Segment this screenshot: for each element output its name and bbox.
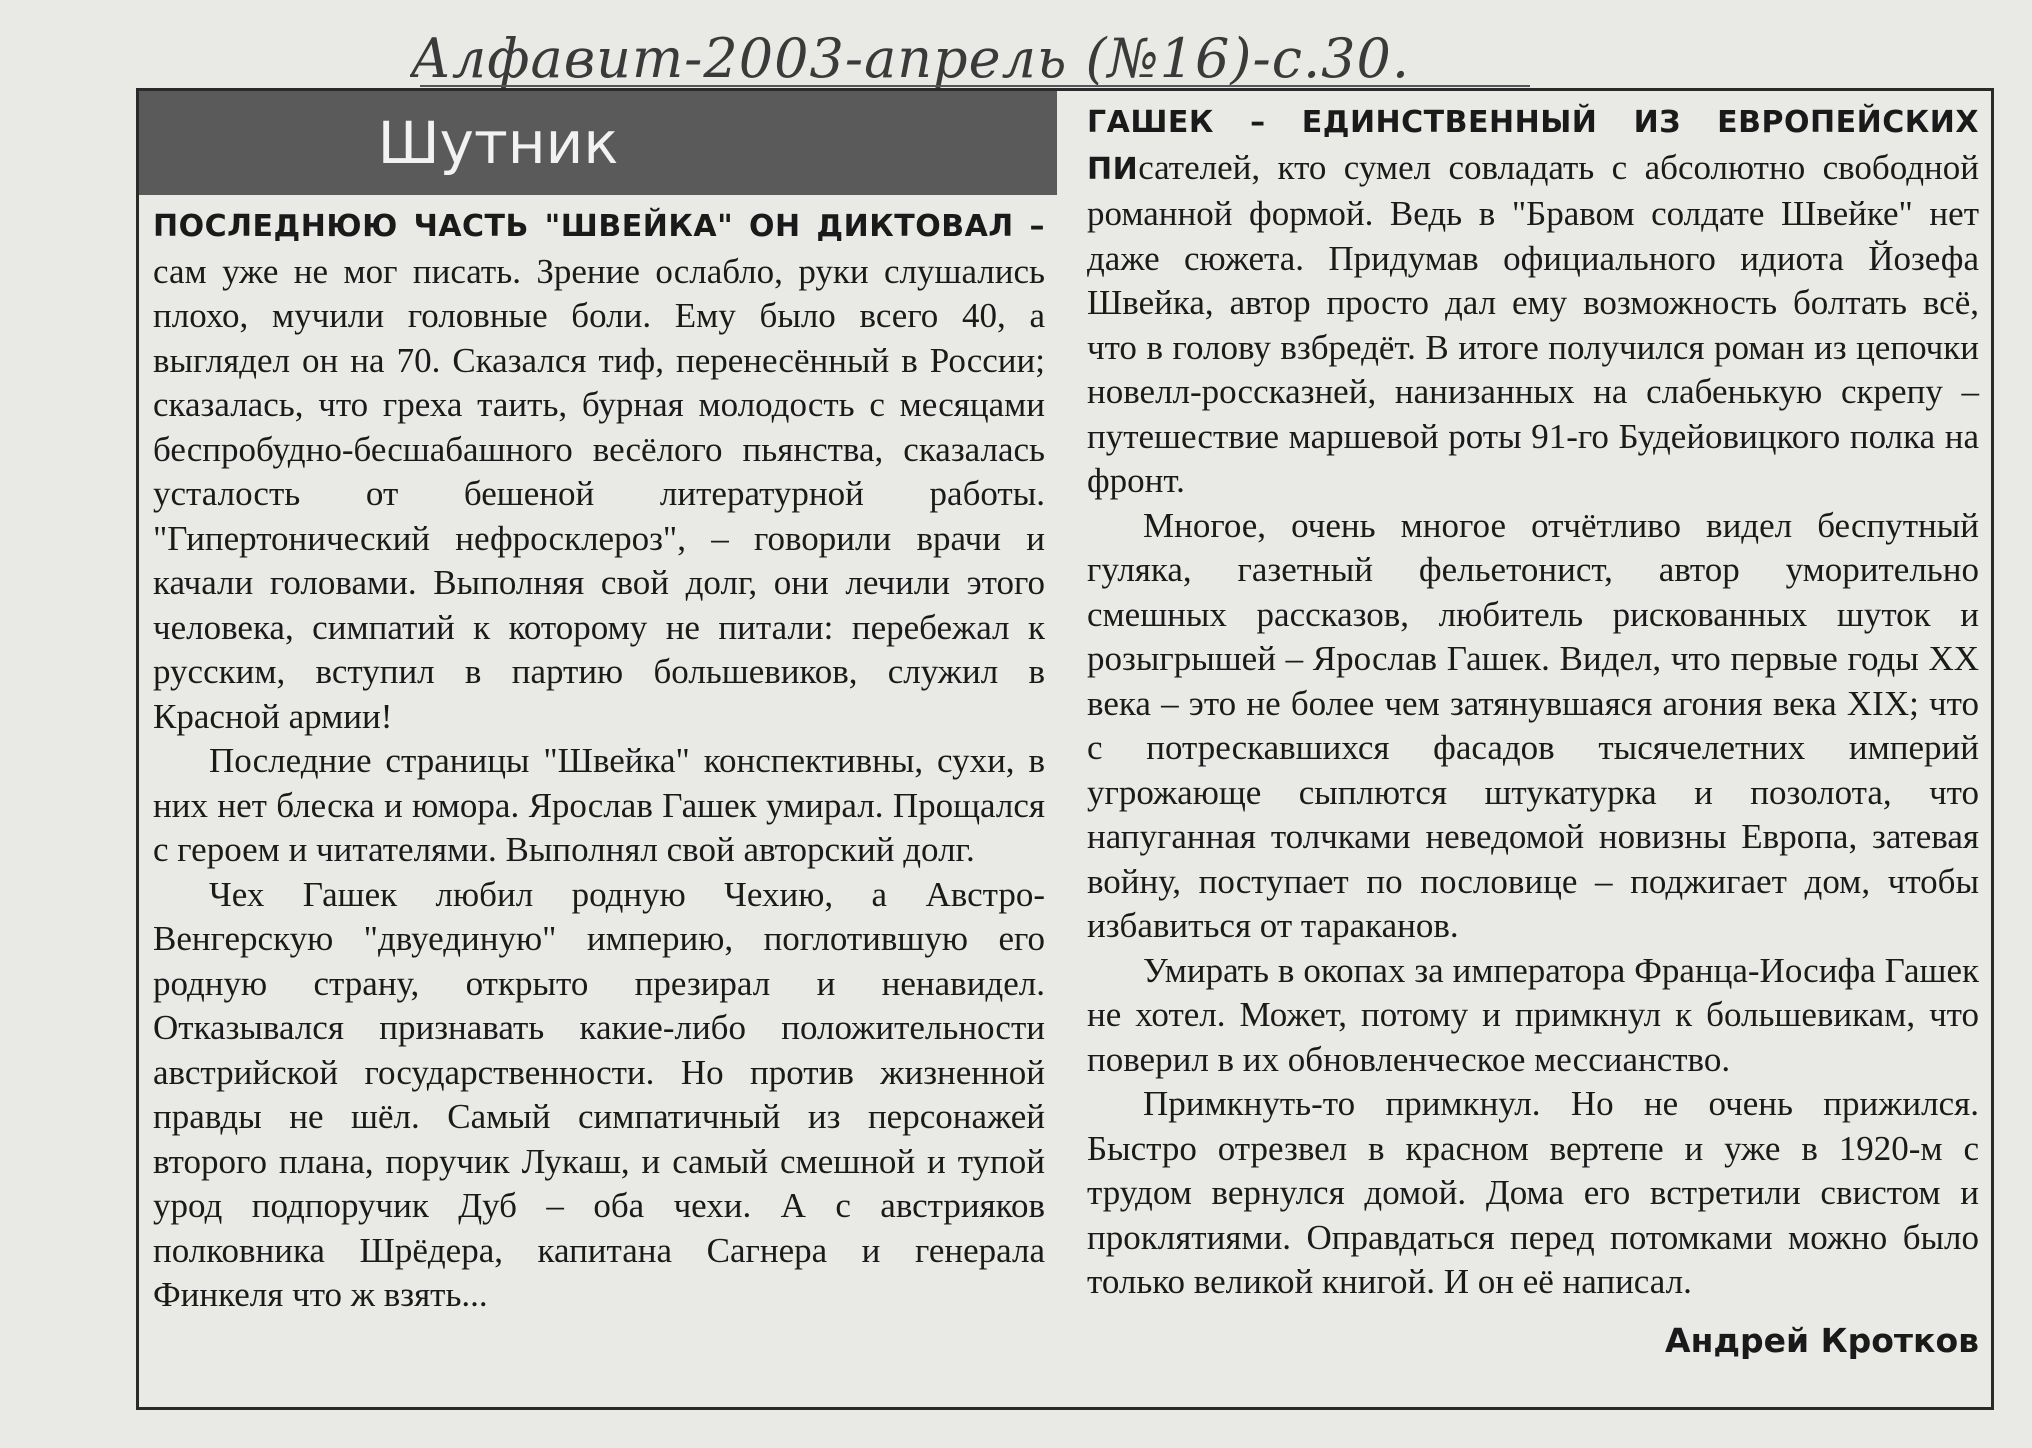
left-paragraph-1-text: сам уже не мог писать. Зрение ослабло, руки слушались плохо, мучили головные боли. Ему было всего 40, а выглядел он на 70. Сказался тиф, перенесённый в России; сказалась, что греха таить, бурная молодость с месяцами беспробудно-бесшабашного весёлого пьянства, сказалась усталость от бешеной литературной работы. "Гипертонический нефросклероз", – говорили врачи и качали головами. Выполняя свой долг, они лечили этого человека, симпатий к которому не питали: перебежал к русским, вступил в партию большевиков, служил в Красной армии! <box>153 251 1045 736</box>
handwritten-source-note: Алфавит-2003-апрель (№16)-с.30. <box>410 27 1410 90</box>
left-lead: ПОСЛЕДНЮЮ ЧАСТЬ "ШВЕЙКА" ОН ДИКТОВАЛ – <box>153 209 1045 244</box>
left-column <box>139 91 1057 1407</box>
article-frame <box>136 88 1994 1410</box>
right-paragraph-1-text: сателей, кто сумел совладать с абсолютно свободной романной формой. Ведь в "Бравом солдате Швейке" нет даже сюжета. Придумав официального идиота Йозефа Швейка, автор просто дал ему возможность болтать всё, что в голову взбредёт. В итоге получился роман из цепочки новелл-россказней, нанизанных на слабенькую скрепу – путешествие маршевой роты 91-го Будейовицкого полка на фронт. <box>1087 147 1979 500</box>
right-lead: ГАШЕК – ЕДИНСТВЕННЫЙ ИЗ ЕВРОПЕЙСКИХ ПИ <box>1087 105 1979 187</box>
right-paragraph-1 <box>1087 99 1979 504</box>
left-paragraph-1 <box>153 203 1045 739</box>
left-paragraph-3: Чех Гашек любил родную Чехию, а Австро-Венгерскую "двуединую" империю, поглотившую его родную страну, открыто презирал и ненавидел. Отказывался признавать какие-либо положительности австрийской государственности. Но против жизненной правды не шёл. Самый симпатичный из персонажей второго плана, поручик Лукаш, и самый смешной и тупой урод подпоручик Дуб – оба чехи. А с австрияков полковника Шрёдера, капитана Сагнера и генерала Финкеля что ж взять... <box>153 874 1045 1314</box>
right-paragraph-4: Примкнуть-то примкнул. Но не очень прижился. Быстро отрезвел в красном вертепе и уже в 1920-м с трудом вернулся домой. Дома его встретили свистом и проклятиями. Оправдаться перед потомками можно было только великой книгой. И он её написал. <box>1087 1084 1979 1301</box>
right-column <box>1075 91 1991 1407</box>
author-signature: Андрей Кротков <box>1665 1320 1979 1360</box>
left-paragraph-2: Последние страницы "Швейка" конспективны, сухи, в них нет блеска и юмора. Ярослав Гашек умирал. Прощался с героем и читателями. Выполнял свой авторский долг. <box>153 741 1045 869</box>
rubric-title: Шутник <box>139 91 1057 195</box>
right-paragraph-3: Умирать в окопах за императора Франца-Иосифа Гашек не хотел. Может, потому и примкнул к большевикам, что поверил в их обновленческое мессианство. <box>1087 950 1979 1079</box>
right-paragraph-2: Многое, очень многое отчётливо видел беспутный гуляка, газетный фельетонист, автор уморительно смешных рассказов, любитель рискованных шуток и розыгрышей – Ярослав Гашек. Видел, что первые годы XX века – это не более чем затянувшаяся агония века XIX; что с потрескавшихся фасадов тысячелетних империй угрожающе сыплются штукатурка и позолота, что напуганная толчками неведомой новизны Европа, затевая войну, поступает по пословице – поджигает дом, чтобы избавиться от тараканов. <box>1087 505 1979 945</box>
handwritten-underline <box>420 85 1530 87</box>
